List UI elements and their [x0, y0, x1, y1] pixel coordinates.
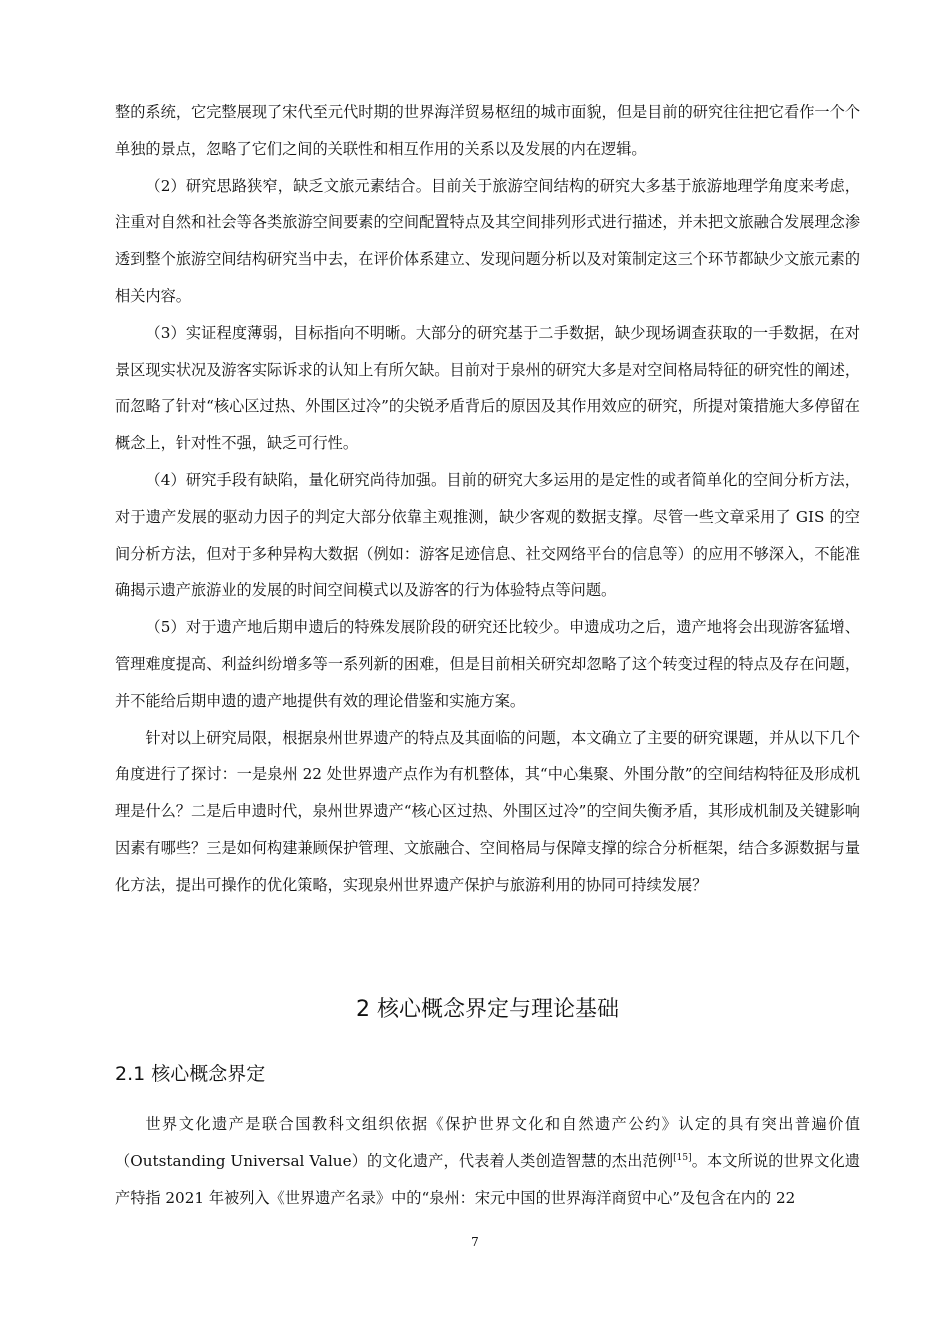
definition-text-start: 世界文化遗产是联合国教科文组织依据《保护世界文化和自然遗产公约》认定的具有突出普遍价值（Outstanding Universal Value）的文化遗产，代表着人类创造智慧的杰出范例 [115, 1115, 860, 1170]
page-number: 7 [471, 1235, 479, 1249]
paragraph-research-questions: 针对以上研究局限，根据泉州世界遗产的特点及其面临的问题，本文确立了主要的研究课题，并从以下几个角度进行了探讨：一是泉州 22 处世界遗产点作为有机整体，其“中心集聚、外围分散”的空间结构特征及形成机理是什么？二是后申遗时代，泉州世界遗产“核心区过热、外围区过冷”的空间失衡矛盾，其形成机制及关键影响因素有哪些？三是如何构建兼顾保护管理、文旅融合、空间格局与保障支撑的综合分析框架，结合多源数据与量化方法，提出可操作的优化策略，实现泉州世界遗产保护与旅游利用的协同可持续发展？ [115, 728, 860, 894]
paragraph-continuation: 整的系统，它完整展现了宋代至元代时期的世界海洋贸易枢纽的城市面貌，但是目前的研究往往把它看作一个个单独的景点，忽略了它们之间的关联性和相互作用的关系以及发展的内在逻辑。 [115, 103, 860, 158]
section-content [115, 1106, 860, 1216]
paragraph-limitation-3: （3）实证程度薄弱，目标指向不明晰。大部分的研究基于二手数据，缺少现场调查获取的一手数据，在对景区现实状况及游客实际诉求的认知上有所欠缺。目前对于泉州的研究大多是对空间格局特征的研究性的阐述，而忽略了针对“核心区过热、外围区过冷”的尖锐矛盾背后的原因及其作用效应的研究，所提对策措施大多停留在概念上，针对性不强，缺乏可行性。 [115, 323, 860, 453]
paragraph-limitation-4: （4）研究手段有缺陷，量化研究尚待加强。目前的研究大多运用的是定性的或者简单化的空间分析方法，对于遗产发展的驱动力因子的判定大部分依靠主观推测，缺少客观的数据支撑。尽管一些文章采用了 GIS 的空间分析方法，但对于多种异构大数据（例如：游客足迹信息、社交网络平台的信息等）的应用不够深入，不能准确揭示遗产旅游业的发展的时间空间模式以及游客的行为体验特点等问题。 [115, 470, 860, 600]
paragraph-definition [115, 1106, 860, 1216]
definition-text-end: 。本文所说的世界文化遗产特指 2021 年被列入《世界遗产名录》中的“泉州：宋元中国的世界海洋商贸中心”及包含在内的 22 [115, 1151, 860, 1207]
citation-ref[interactable]: [15] [673, 1152, 692, 1163]
page-body [115, 94, 860, 1207]
paragraph-limitation-2: （2）研究思路狭窄，缺乏文旅元素结合。目前关于旅游空间结构的研究大多基于旅游地理学角度来考虑，注重对自然和社会等各类旅游空间要素的空间配置特点及其空间排列形式进行描述，并未把文旅融合发展理念渗透到整个旅游空间结构研究当中去，在评价体系建立、发现问题分析以及对策制定这三个环节都缺少文旅元素的相关内容。 [115, 176, 860, 305]
section-heading: 2.1 核心概念界定 [115, 1063, 266, 1085]
paragraph-limitation-5: （5）对于遗产地后期申遗后的特殊发展阶段的研究还比较少。申遗成功之后，遗产地将会出现游客猛增、管理难度提高、利益纠纷增多等一系列新的困难，但是目前相关研究却忽略了这个转变过程的特点及存在问题，并不能给后期申遗的遗产地提供有效的理论借鉴和实施方案。 [115, 618, 860, 710]
chapter-heading: 2 核心概念界定与理论基础 [356, 997, 619, 1022]
